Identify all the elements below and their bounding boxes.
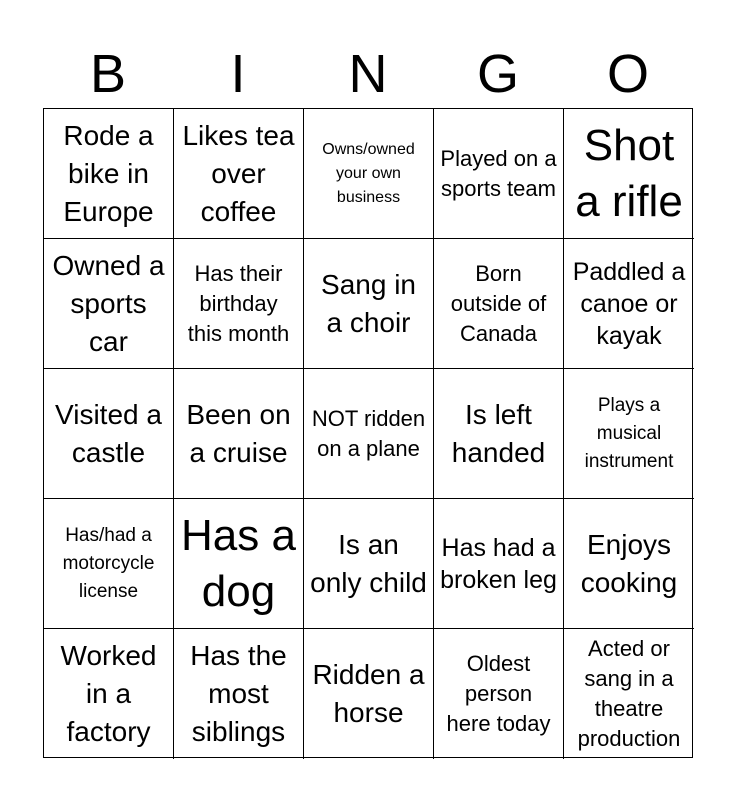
bingo-cell-r3c2[interactable]: [174, 369, 304, 499]
cell-label: Enjoys cooking: [580, 528, 678, 598]
bingo-cell-r1c3[interactable]: [304, 109, 434, 239]
cell-label: Worked in a factory: [60, 640, 157, 747]
cell-label: Played on a sports team: [440, 145, 557, 201]
bingo-cell-r5c4[interactable]: [434, 629, 564, 759]
cell-label: Born outside of Canada: [450, 260, 547, 346]
cell-label: Has the most siblings: [190, 640, 287, 747]
bingo-cell-r5c1[interactable]: [44, 629, 174, 759]
cell-label: Oldest person here today: [446, 651, 551, 736]
bingo-cell-r5c2[interactable]: [174, 629, 304, 759]
cell-label: Is an only child: [310, 528, 427, 598]
bingo-cell-r2c5[interactable]: [564, 239, 694, 369]
bingo-cell-r3c4[interactable]: [434, 369, 564, 499]
bingo-cell-r2c4[interactable]: [434, 239, 564, 369]
cell-label: Paddled a canoe or kayak: [572, 257, 686, 350]
cell-label: Owned a sports car: [52, 249, 165, 357]
bingo-grid: [43, 108, 693, 758]
bingo-cell-r3c5[interactable]: [564, 369, 694, 499]
cell-label: Acted or sang in a theatre production: [577, 636, 681, 751]
cell-label: NOT ridden on a plane: [311, 405, 426, 461]
bingo-cell-r4c4[interactable]: [434, 499, 564, 629]
cell-label: Rode a bike in Europe: [63, 119, 154, 227]
cell-label: Been on a cruise: [186, 398, 291, 468]
cell-label: Sang in a choir: [321, 268, 416, 338]
cell-label: Has had a broken leg: [440, 533, 557, 594]
cell-label: Has their birthday this month: [187, 260, 290, 346]
bingo-cell-r3c1[interactable]: [44, 369, 174, 499]
cell-label: Shot a rifle: [575, 120, 683, 226]
bingo-cell-r4c1[interactable]: [44, 499, 174, 629]
cell-label: Visited a castle: [55, 398, 162, 468]
bingo-cell-r1c2[interactable]: [174, 109, 304, 239]
header-letter-b: B: [89, 44, 127, 104]
cell-label: Plays a musical instrument: [584, 394, 674, 472]
bingo-cell-r4c2[interactable]: [174, 499, 304, 629]
header-letter-g: G: [476, 44, 519, 104]
bingo-cell-r4c5[interactable]: [564, 499, 694, 629]
cell-label: Owns/owned your own business: [322, 140, 415, 206]
header-letter-n: N: [348, 44, 388, 104]
bingo-cell-r2c2[interactable]: [174, 239, 304, 369]
bingo-cell-r2c3[interactable]: [304, 239, 434, 369]
bingo-cell-r1c1[interactable]: [44, 109, 174, 239]
bingo-cell-r5c5[interactable]: [564, 629, 694, 759]
cell-label: Has a dog: [181, 510, 296, 616]
header-letter-o: O: [606, 44, 649, 104]
cell-label: Is left handed: [451, 398, 546, 468]
header-letter-i: I: [230, 44, 246, 104]
bingo-cell-r1c4[interactable]: [434, 109, 564, 239]
bingo-cell-r5c3[interactable]: [304, 629, 434, 759]
bingo-cell-r1c5[interactable]: [564, 109, 694, 239]
bingo-cell-r4c3[interactable]: [304, 499, 434, 629]
cell-label: Has/had a motorcycle license: [62, 524, 155, 602]
bingo-cell-r3c3[interactable]: [304, 369, 434, 499]
cell-label: Likes tea over coffee: [182, 119, 295, 227]
bingo-cell-r2c1[interactable]: [44, 239, 174, 369]
cell-label: Ridden a horse: [312, 659, 425, 728]
bingo-header: [43, 40, 693, 108]
